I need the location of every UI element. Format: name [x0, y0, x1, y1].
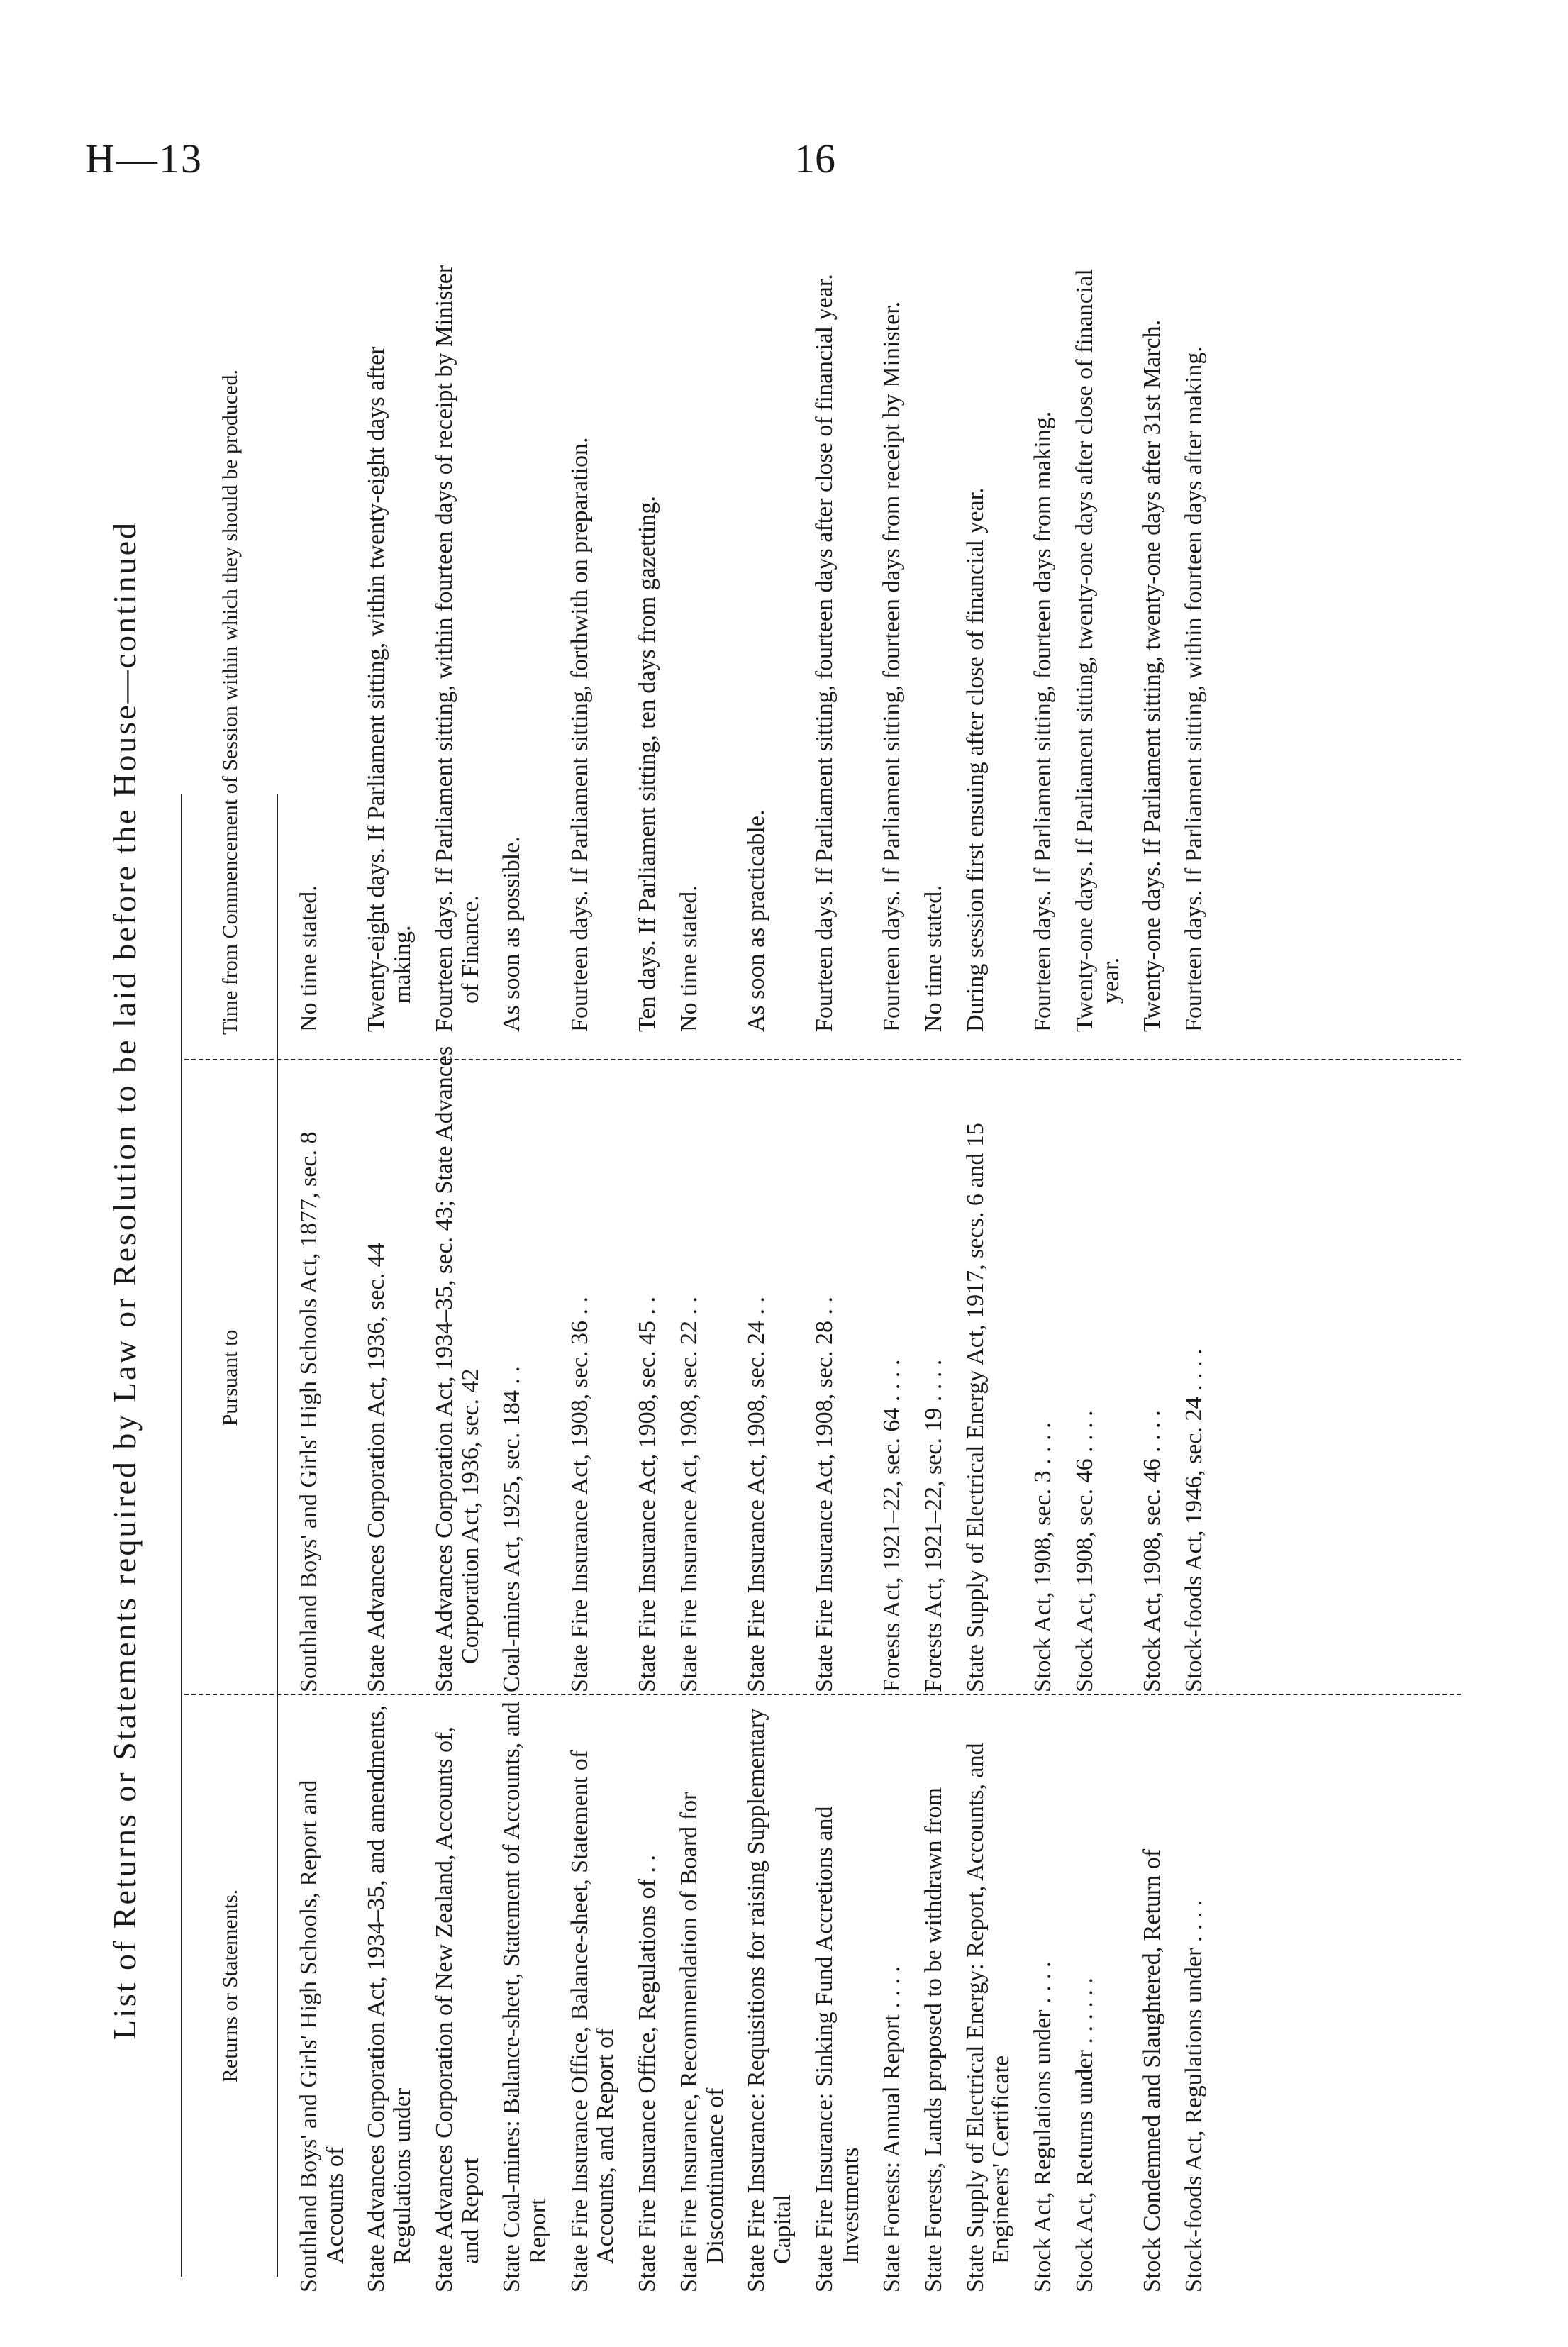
returns-cell: Stock Act, Returns under . . . . . .	[1071, 1977, 1098, 2292]
returns-cell: State Fire Insurance Office, Regulations of . .	[634, 1855, 661, 2292]
time-cell: No time stated.	[296, 885, 322, 1032]
time-cell: As soon as practicable.	[743, 809, 770, 1032]
table-row	[916, 250, 957, 2277]
table-row	[426, 250, 494, 2277]
header-bottom-rule	[277, 794, 278, 2277]
table-row	[1134, 250, 1176, 2277]
pursuant-cell: Forests Act, 1921–22, sec. 64 . . . .	[879, 1359, 906, 1692]
pursuant-cell: State Fire Insurance Act, 1908, sec. 22 . .	[675, 1296, 702, 1692]
pursuant-cell: State Fire Insurance Act, 1908, sec. 45 . .	[634, 1296, 661, 1692]
pursuant-cell: Forests Act, 1921–22, sec. 19 . . . .	[920, 1359, 947, 1692]
pursuant-cell: State Supply of Electrical Energy Act, 1917, secs. 6 and 15	[962, 1123, 989, 1692]
pursuant-cell: Stock Act, 1908, sec. 46 . . . .	[1071, 1410, 1098, 1692]
returns-cell: State Fire Insurance Office, Balance-sheet, Statement of Accounts, and Report of	[566, 1750, 619, 2292]
time-cell: No time stated.	[675, 885, 702, 1032]
column-header-returns: Returns or Statements.	[218, 1889, 242, 2083]
pursuant-cell: Southland Boys' and Girls' High Schools Act, 1877, sec. 8	[296, 1131, 322, 1692]
time-cell: As soon as possible.	[499, 836, 526, 1032]
pursuant-cell: State Advances Corporation Act, 1934–35, sec. 43; State Advances Corporation Act, 1936, sec. 42	[430, 1045, 484, 1692]
table-row	[738, 250, 806, 2277]
pursuant-cell: State Fire Insurance Act, 1908, sec. 24 . .	[743, 1296, 770, 1692]
time-cell: Twenty-one days. If Parliament sitting, twenty-one days after 31st March.	[1139, 319, 1166, 1032]
table-title: List of Returns or Statements required by Law or Resolution to be laid before the House—continued	[106, 520, 143, 2041]
table-row	[1067, 250, 1134, 2277]
table-row	[629, 250, 671, 2277]
table-row	[874, 250, 916, 2277]
pursuant-cell: Stock Act, 1908, sec. 46 . . . .	[1139, 1410, 1166, 1692]
returns-cell: Stock Condemned and Slaughtered, Return of	[1139, 1848, 1166, 2292]
pursuant-cell: Stock-foods Act, 1946, sec. 24 . . . .	[1180, 1348, 1207, 1692]
table-row	[494, 250, 561, 2277]
column-header-time: Time from Commencement of Session within which they should be produced.	[218, 370, 242, 1035]
table-row	[358, 250, 426, 2277]
table-row	[957, 250, 1025, 2277]
table-row	[291, 250, 358, 2277]
returns-cell: State Advances Corporation Act, 1934–35, and amendments, Regulations under	[363, 1704, 416, 2292]
returns-cell: Southland Boys' and Girls' High Schools, Report and Accounts of	[296, 1780, 348, 2292]
returns-cell: Stock Act, Regulations under . . . .	[1030, 1961, 1057, 2292]
table-row	[671, 250, 738, 2277]
time-cell: Twenty-one days. If Parliament sitting, twenty-one days after close of financial year.	[1071, 269, 1124, 1032]
table-row	[1176, 250, 1218, 2277]
time-cell: Fourteen days. If Parliament sitting, within fourteen days of receipt by Minister of Finance.	[430, 265, 484, 1032]
time-cell: Ten days. If Parliament sitting, ten days from gazetting.	[634, 496, 661, 1032]
returns-table	[291, 250, 1218, 2292]
time-cell: Fourteen days. If Parliament sitting, forthwith on preparation.	[566, 437, 593, 1032]
returns-cell: State Forests: Annual Report . . . .	[879, 1966, 906, 2292]
time-cell: During session first ensuing after close of financial year.	[962, 487, 989, 1032]
time-cell: Fourteen days. If Parliament sitting, fourteen days after close of financial year.	[811, 274, 838, 1032]
returns-cell: State Advances Corporation of New Zealand, Accounts of, and Report	[430, 1726, 484, 2292]
page-number: 16	[794, 135, 835, 182]
pursuant-cell: State Fire Insurance Act, 1908, sec. 36 . .	[566, 1296, 593, 1692]
returns-cell: State Fire Insurance, Recommendation of Board for Discontinuance of	[675, 1792, 728, 2292]
document-id: H—13	[85, 135, 203, 182]
pursuant-cell: State Advances Corporation Act, 1936, sec. 44	[363, 1243, 390, 1692]
header-top-rule	[181, 794, 182, 2277]
returns-cell: State Supply of Electrical Energy: Report, Accounts, and Engineers' Certificate	[962, 1743, 1015, 2292]
returns-cell: State Fire Insurance: Sinking Fund Accretions and Investments	[811, 1806, 864, 2292]
pursuant-cell: Stock Act, 1908, sec. 3 . . . .	[1030, 1422, 1057, 1692]
table-row	[806, 250, 874, 2277]
time-cell: Fourteen days. If Parliament sitting, fourteen days from receipt by Minister.	[879, 301, 906, 1032]
returns-cell: State Forests, Lands proposed to be withdrawn from	[920, 1787, 947, 2292]
time-cell: Fourteen days. If Parliament sitting, within fourteen days after making.	[1180, 346, 1207, 1032]
returns-cell: Stock-foods Act, Regulations under . . . .	[1180, 1899, 1207, 2292]
table-row	[562, 250, 629, 2277]
time-cell: Fourteen days. If Parliament sitting, fourteen days from making.	[1030, 411, 1057, 1032]
returns-cell: State Fire Insurance: Requisitions for raising Supplementary Capital	[743, 1708, 796, 2292]
table-row	[1025, 250, 1067, 2277]
rotated-table-region	[85, 265, 1489, 2292]
time-cell: No time stated.	[920, 885, 947, 1032]
pursuant-cell: State Fire Insurance Act, 1908, sec. 28 . .	[811, 1296, 838, 1692]
column-header-pursuant: Pursuant to	[218, 1329, 242, 1426]
returns-cell: State Coal-mines: Balance-sheet, Statement of Accounts, and Report	[499, 1702, 552, 2292]
pursuant-cell: Coal-mines Act, 1925, sec. 184 . .	[499, 1366, 526, 1692]
time-cell: Twenty-eight days. If Parliament sitting, within twenty-eight days after making.	[363, 346, 416, 1032]
